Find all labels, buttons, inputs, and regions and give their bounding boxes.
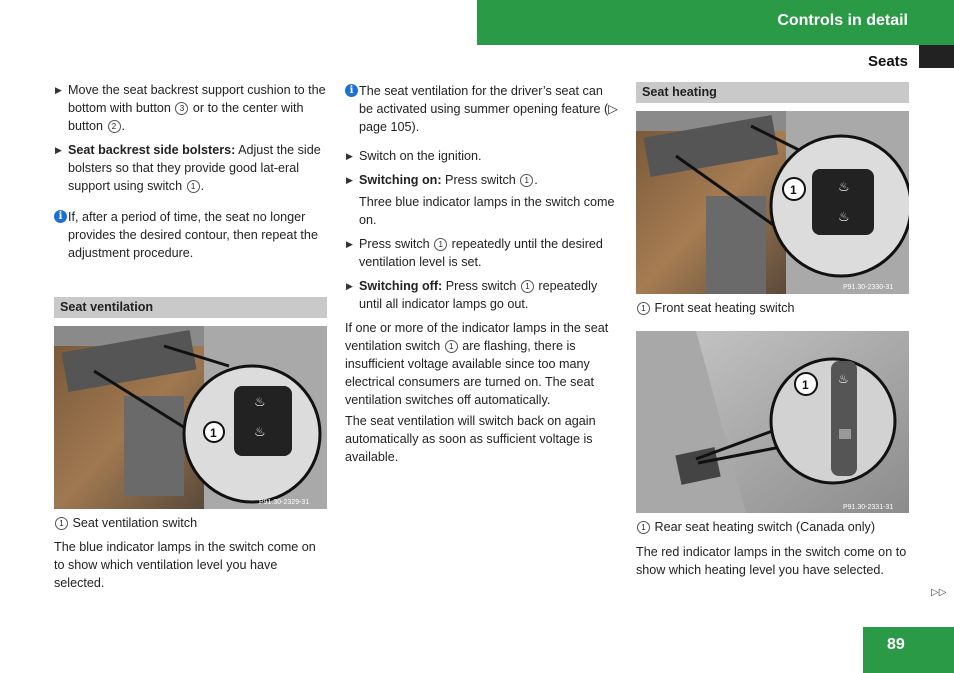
page-ref-arrow-icon: ▷ bbox=[608, 102, 618, 116]
figure-code: P91.30-2329-31 bbox=[259, 499, 310, 506]
page-number: 89 bbox=[887, 636, 905, 653]
heading-seat-heating: Seat heating bbox=[636, 82, 909, 103]
paragraph-red-lamps: The red indicator lamps in the switch come on to show which heating level you have selected. bbox=[636, 545, 907, 577]
page-number-box bbox=[863, 627, 954, 673]
info-icon: i bbox=[54, 210, 67, 223]
column-3-bottom bbox=[636, 518, 910, 579]
rear-seat-heating-figure bbox=[636, 331, 909, 513]
bullet-arrow-icon: ▶ bbox=[55, 145, 62, 155]
figure-code: P91.30-2330-31 bbox=[843, 284, 894, 291]
heading-seat-ventilation: Seat ventilation bbox=[54, 297, 327, 318]
info-icon: i bbox=[345, 84, 358, 97]
bullet-backrest-support: ▶ Move the seat backrest support cushion to the bottom with button 3 or to the center with button 2 . bbox=[55, 83, 326, 133]
paragraph-flashing-lamps: If one or more of the indicator lamps in the seat ventilation switch 1 are flashing, there is insufficient voltage available since too many electrical consumers are turned on. The seat ventilation switches off automatically. bbox=[345, 321, 609, 407]
bullet-side-bolsters: ▶ Seat backrest side bolsters: Adjust the side bolsters so that they provide good lat-eral support using switch 1 . bbox=[55, 143, 321, 193]
paragraph-switch-back: The seat ventilation will switch back on again automatically as soon as sufficient voltage is available. bbox=[345, 414, 596, 464]
paragraph-indicator: The blue indicator lamps in the switch come on to show which ventilation level you have selected. bbox=[54, 540, 316, 590]
section-title: Seats bbox=[867, 53, 908, 70]
svg-text:1: 1 bbox=[802, 378, 809, 392]
caption-rear-heating: 1 Rear seat heating switch (Canada only) bbox=[636, 518, 910, 536]
svg-text:♨: ♨ bbox=[838, 372, 849, 386]
bullet-switching-on: ▶ Switching on: Press switch 1 . bbox=[346, 173, 538, 187]
bullet-switching-off: ▶ Switching off: Press switch 1 repeatedly until all indicator lamps go out. bbox=[346, 279, 598, 311]
svg-text:♨: ♨ bbox=[838, 180, 850, 195]
bullet-arrow-icon: ▶ bbox=[346, 281, 353, 291]
section-marker bbox=[919, 45, 954, 68]
svg-text:♨: ♨ bbox=[254, 425, 266, 440]
bullet-ignition: ▶ Switch on the ignition. bbox=[346, 149, 482, 163]
header-bar bbox=[477, 0, 954, 45]
column-1 bbox=[54, 81, 328, 262]
seat-ventilation-figure bbox=[54, 326, 327, 509]
svg-text:1: 1 bbox=[210, 426, 217, 440]
bullet-press-switch: ▶ Press switch 1 repeatedly until the desired ventilation level is set. bbox=[346, 237, 603, 269]
column-1-bottom bbox=[54, 514, 328, 592]
info-note: i If, after a period of time, the seat no longer provides the desired contour, then repeat the adjustment procedure. bbox=[54, 208, 328, 262]
bullet-arrow-icon: ▶ bbox=[346, 151, 353, 161]
bullet-arrow-icon: ▶ bbox=[346, 239, 353, 249]
sub-text-lamps: Three blue indicator lamps in the switch come on. bbox=[359, 195, 615, 227]
continued-arrow-icon: ▷▷ bbox=[931, 587, 947, 598]
chapter-title: Controls in detail bbox=[777, 12, 908, 29]
caption-seat-ventilation: 1 Seat ventilation switch bbox=[54, 514, 328, 532]
svg-text:♨: ♨ bbox=[838, 210, 850, 225]
bullet-arrow-icon: ▶ bbox=[55, 85, 62, 95]
front-seat-heating-figure bbox=[636, 111, 909, 294]
svg-text:♨: ♨ bbox=[254, 395, 266, 410]
info-summer-opening: i The seat ventilation for the driver’s seat can be activated using summer opening feature (▷ page 105). bbox=[345, 82, 619, 136]
column-2 bbox=[345, 82, 619, 466]
caption-front-heating: 1 Front seat heating switch bbox=[636, 299, 910, 317]
bullet-arrow-icon: ▶ bbox=[346, 175, 353, 185]
figure-code: P91.30-2331-31 bbox=[843, 504, 894, 511]
svg-text:1: 1 bbox=[790, 183, 797, 197]
